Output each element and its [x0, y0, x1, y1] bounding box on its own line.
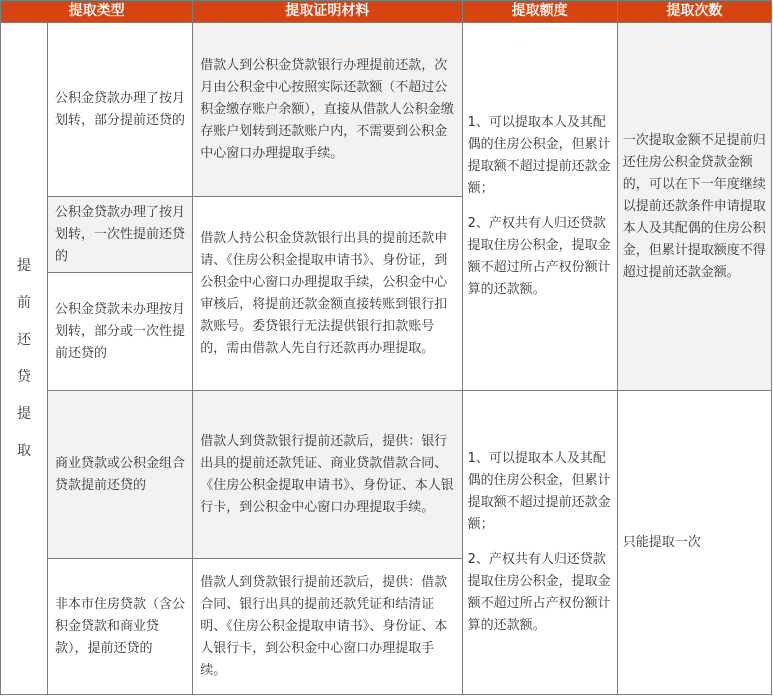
category-char: 前: [17, 294, 32, 311]
subtype-cell: 公积金贷款未办理按月划转，部分或一次性提前还贷的: [48, 273, 193, 391]
category-char: 贷: [17, 368, 32, 385]
amount-item-2: 2、产权共有人归还贷款提取住房公积金，提取金额不超过所占产权份额计算的还款额。: [467, 216, 611, 297]
category-cell: [1, 23, 48, 695]
table-header-row: [1, 1, 772, 23]
amount-cell: [462, 23, 617, 391]
table-row: [1, 23, 772, 197]
header-material: 提取证明材料: [193, 1, 462, 23]
header-amount: 提取额度: [462, 1, 617, 23]
subtype-cell: 公积金贷款办理了按月划转，一次性提前还贷的: [48, 197, 193, 273]
count-cell: 一次提取金额不足提前归还住房公积金贷款金额的，可以在下一年度继续以提前还款条件申请提取本人及其配偶的住房公积金，但累计提取额度不得超过提前还款金额。: [617, 23, 771, 391]
amount-item-1: 1、可以提取本人及其配偶的住房公积金，但累计提取额不超过提前还款金额；: [467, 115, 611, 196]
count-cell: 只能提取一次: [617, 391, 771, 695]
category-char: 提: [17, 405, 32, 422]
header-count: 提取次数: [617, 1, 771, 23]
material-cell: 借款人到贷款银行提前还款后，提供：银行出具的提前还款凭证、商业贷款借款合同、《住房公积金提取申请书》、身份证、本人银行卡，到公积金中心窗口办理提取手续。: [193, 391, 462, 559]
subtype-cell: 商业贷款或公积金组合贷款提前还贷的: [48, 391, 193, 559]
category-char: 提: [17, 257, 32, 274]
table-row: [1, 391, 772, 559]
subtype-cell: 公积金贷款办理了按月划转，部分提前还贷的: [48, 23, 193, 197]
material-cell: 借款人到贷款银行提前还款后，提供：借款合同、银行出具的提前还款凭证和结清证明、《住房公积金提取申请书》、身份证、本人银行卡，到公积金中心窗口办理提取手续。: [193, 559, 462, 695]
subtype-cell: 非本市住房贷款（含公积金贷款和商业贷款），提前还贷的: [48, 559, 193, 695]
material-cell: 借款人到公积金贷款银行办理提前还款，次月由公积金中心按照实际还款额（不超过公积金缴存账户余额），直接从借款人公积金缴存账户划转到还款账户内，不需要到公积金中心窗口办理提取手续。: [193, 23, 462, 197]
category-char: 取: [17, 442, 32, 459]
amount-item-2: 2、产权共有人归还贷款提取住房公积金，提取金额不超过所占产权份额计算的还款额。: [467, 552, 611, 633]
category-char: 还: [17, 331, 32, 348]
amount-item-1: 1、可以提取本人及其配偶的住房公积金，但累计提取额不超过提前还款金额；: [467, 451, 611, 532]
amount-cell: [462, 391, 617, 695]
material-cell: 借款人持公积金贷款银行出具的提前还款申请、《住房公积金提取申请书》、身份证，到公积金中心窗口办理提取手续，公积金中心审核后，将提前还款金额直接转账到银行扣款账号。委贷银行无法提供银行扣款账号的，需由借款人先自行还款再办理提取。: [193, 197, 462, 391]
header-type: 提取类型: [1, 1, 193, 23]
